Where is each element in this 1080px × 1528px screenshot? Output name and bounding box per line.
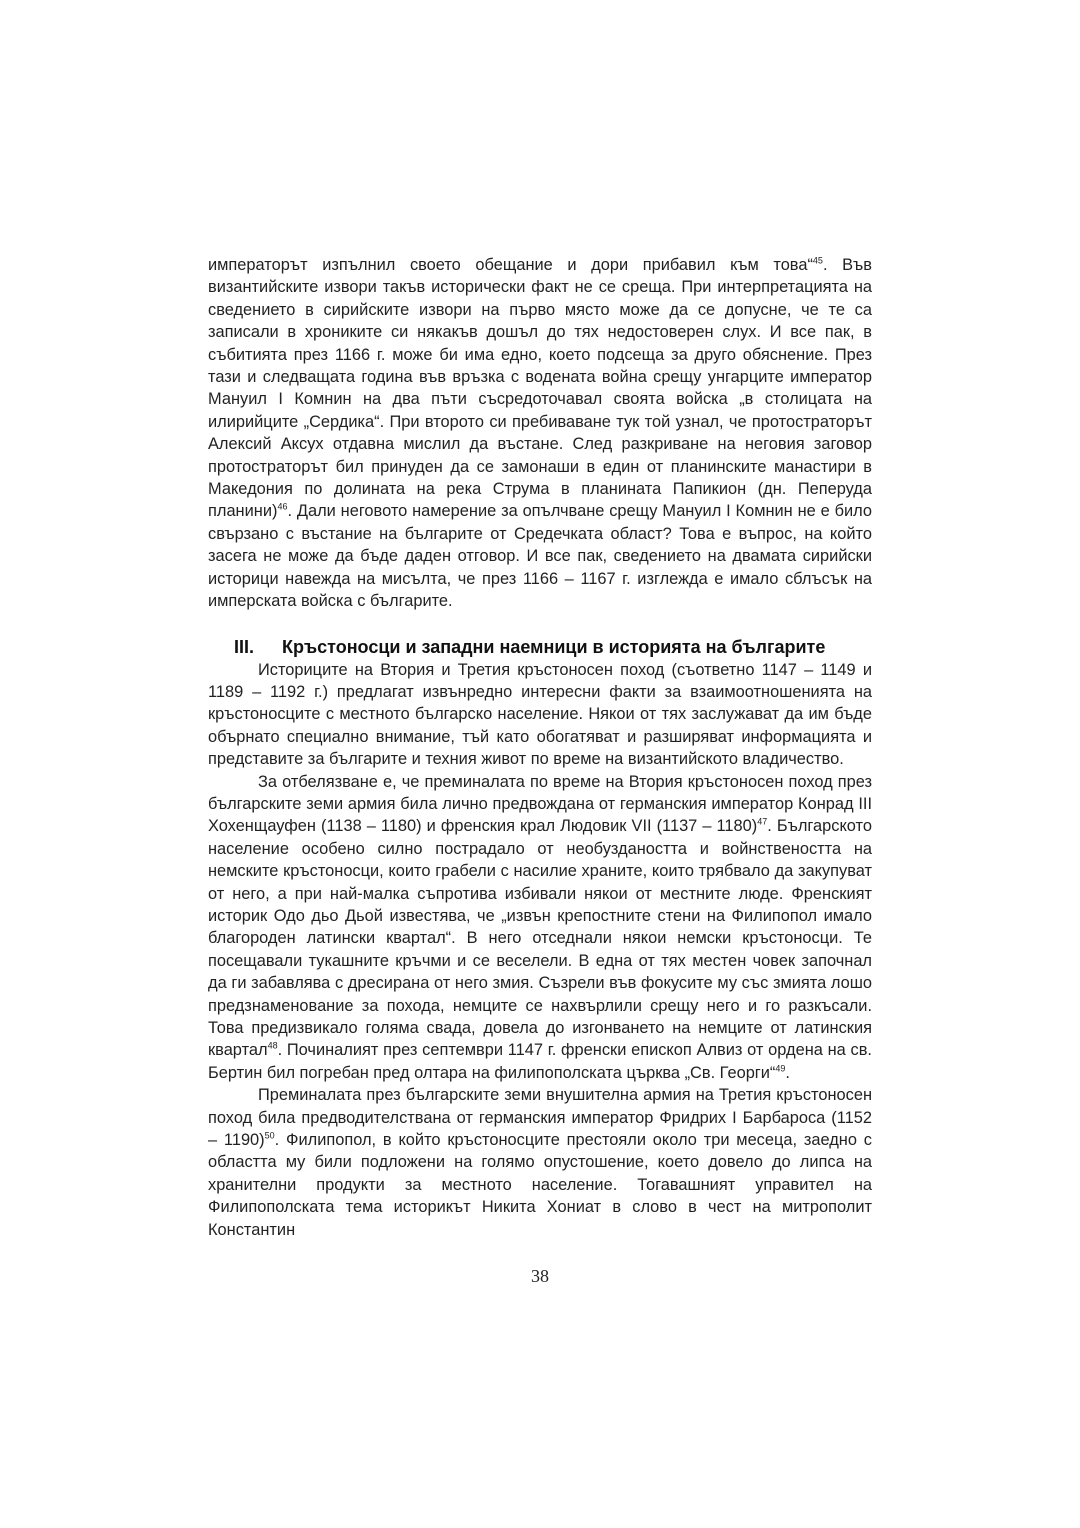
text-run: Преминалата през българските земи внушителна армия на Третия кръстоносен поход била предводителствана от германския император Фридрих I Барбароса (1152 – 1190) — [208, 1086, 872, 1150]
text-run: . Дали неговото намерение за опълчване срещу Мануил I Комнин не е било свързано с въстание на българите от Средечката област? Това е въпрос, на който засега не може да бъде даден отговор. И все пак, сведението на двамата сирийски историци навежда на мисълта, че през 1166 – 1167 г. изглежда е имало сблъсък на имперската войска с българите. — [208, 502, 872, 611]
page-number: 38 — [531, 1266, 549, 1286]
text-run: . Починалият през септември 1147 г. френски епископ Алвиз от ордена на св. Бертин бил погребан пред олтара на филипополската църква „Св. Георги“ — [208, 1041, 872, 1082]
footnote-ref-46: 46 — [277, 502, 288, 512]
section-title: Кръстоносци и западни наемници в историята на българите — [282, 636, 826, 657]
text-run: . Във византийските извори такъв исторически факт не се среща. При интерпретацията на сведението в сирийските извори на първо място може да се допусне, че те са записали в хрониките си някакъв дошъл до тях недостоверен слух. И все пак, в събитията през 1166 г. може би има едно, което подсеща за друго обяснение. През тази и следващата година във връзка с водената война срещу унгарците император Мануил I Комнин на два пъти съсредоточавал своята войска „в столицата на илирийците „Сердика“. При второто си пребиваване тук той узнал, че протостраторът Алексий Аксух отдавна мислил да въстане. След разкриване на неговия заговор протостраторът бил принуден да се замонаши в един от планинските манастири в Македония по долината на река Струма в планината Папикион (дн. Пеперуда планини) — [208, 256, 872, 521]
text-run: императорът изпълнил своето обещание и дори прибавил към това“ — [208, 256, 813, 274]
footnote-ref-49: 49 — [775, 1063, 786, 1074]
paragraph-3 — [208, 771, 872, 1085]
footnote-ref-50: 50 — [264, 1130, 275, 1141]
text-run: За отбелязване е, че преминалата по време на Втория кръстоносен поход през българските земи армия била лично предвождана от германския император Конрад III Хохенщауфен (1138 – 1180) и френския крал Людовик VII (1137 – 1180) — [208, 772, 872, 836]
text-run: . — [785, 1063, 790, 1082]
footnote-ref-45: 45 — [812, 255, 823, 266]
footnote-ref-48: 48 — [267, 1040, 278, 1051]
section-number: III. — [234, 636, 255, 657]
page-body — [208, 254, 872, 1241]
footnote-ref-47: 47 — [757, 816, 768, 827]
paragraph-2: Историците на Втория и Третия кръстоносен поход (съответно 1147 – 1149 и 1189 – 1192 г.) предлагат извънредно интересни факти за взаимоотношенията на кръстоносците с местното българско население. Някои от тях заслужават да им бъде обърнато специално внимание, тъй като обогатяват и разширяват информацията и представите за българите и техния живот по време на византийското владичество. — [208, 660, 872, 769]
section-heading — [208, 635, 872, 659]
paragraph-4 — [208, 1084, 872, 1241]
text-run: . Филипопол, в който кръстоносците престояли около три месеца, заедно с областта му били подложени на голямо опустошение, което довело до липса на хранителни продукти за местното население. Тогавашният управител на Филипополската тема историкът Никита Хониат в слово в чест на митрополит Константин — [208, 1131, 872, 1239]
text-run: . Българското население особено силно пострадало от необуздаността и войнствеността на немските кръстоносци, които грабели с насилие храните, които трябвало да закупуват от него, а при най-малка съпротива избивали някои от местните люде. Френският историк Одо дьо Дьой известява, че „извън крепостните стени на Филипопол имало благороден латински квартал“. В него отседнали някои немски кръстоносци. Те посещавали тукашните кръчми и се веселели. В една от тях местен човек започнал да ги забавлява с дресирана от него змия. Съзрели във фокусите му със змията лошо предзнаменование за похода, немците се нахвърлили срещу него и го разкъсали. Това предизвикало голяма свада, довела до изгонването на немците от латинския квартал — [208, 817, 872, 1060]
paragraph-1 — [208, 254, 872, 613]
